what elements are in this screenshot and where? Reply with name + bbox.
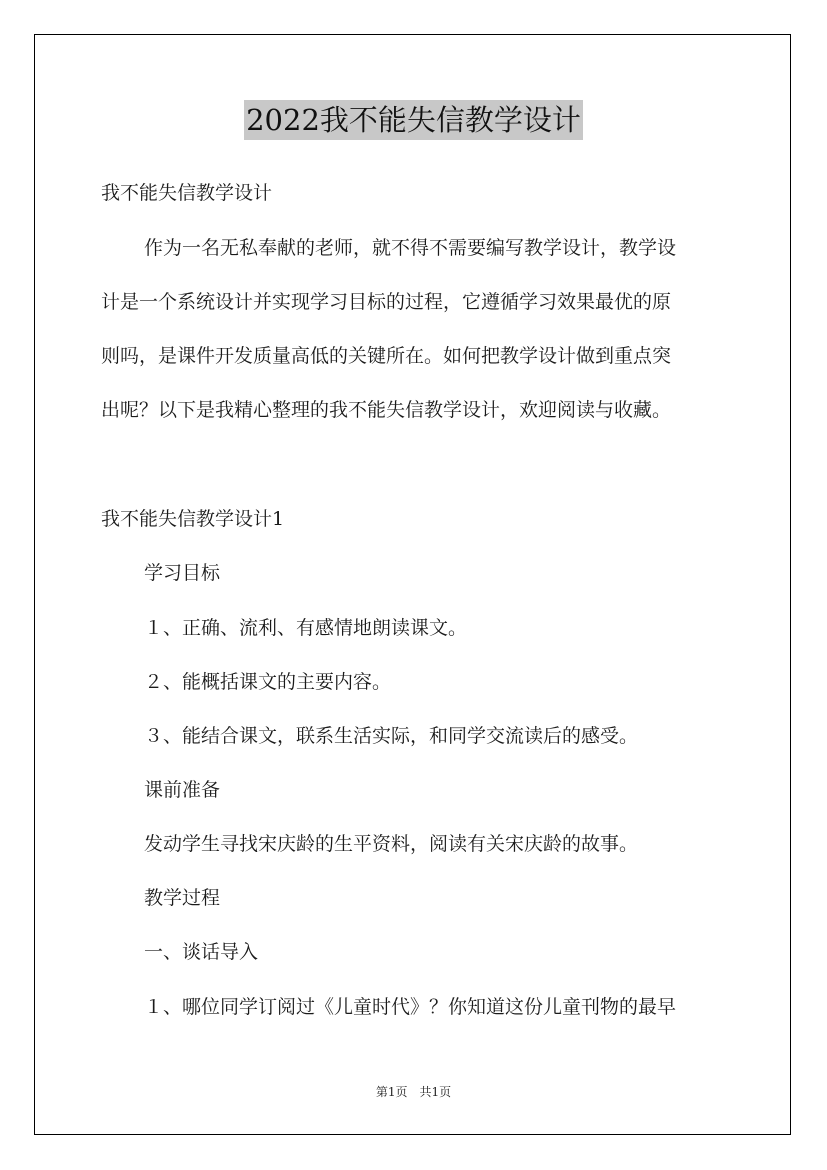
intro-line-4: 出呢？以下是我精心整理的我不能失信教学设计，欢迎阅读与收藏。 (101, 399, 672, 421)
document-subtitle: 我不能失信教学设计 (101, 182, 273, 204)
preparation-text: 发动学生寻找宋庆龄的生平资料，阅读有关宋庆龄的故事。 (144, 833, 639, 855)
goal-item-3: ３、能结合课文，联系生活实际，和同学交流读后的感受。 (144, 725, 639, 747)
process-step-1: 一、谈话导入 (144, 941, 259, 963)
document-title: 2022我不能失信教学设计 (244, 100, 583, 140)
heading-process: 教学过程 (144, 887, 221, 909)
goal-item-1: １、正确、流利、有感情地朗读课文。 (144, 617, 468, 639)
title-container (0, 100, 827, 140)
section-heading: 我不能失信教学设计1 (101, 508, 285, 530)
intro-line-3: 则吗，是课件开发质量高低的关键所在。如何把教学设计做到重点突 (101, 345, 672, 367)
heading-preparation: 课前准备 (144, 779, 221, 801)
process-substep-1: １、哪位同学订阅过《儿童时代》？你知道这份儿童刊物的最早 (144, 996, 677, 1018)
page-footer: 第1页 共1页 (375, 1085, 452, 1099)
intro-line-1: 作为一名无私奉献的老师，就不得不需要编写教学设计，教学设 (144, 237, 677, 259)
heading-learning-goals: 学习目标 (144, 562, 221, 584)
goal-item-2: ２、能概括课文的主要内容。 (144, 671, 392, 693)
intro-line-2: 计是一个系统设计并实现学习目标的过程，它遵循学习效果最优的原 (101, 291, 672, 313)
